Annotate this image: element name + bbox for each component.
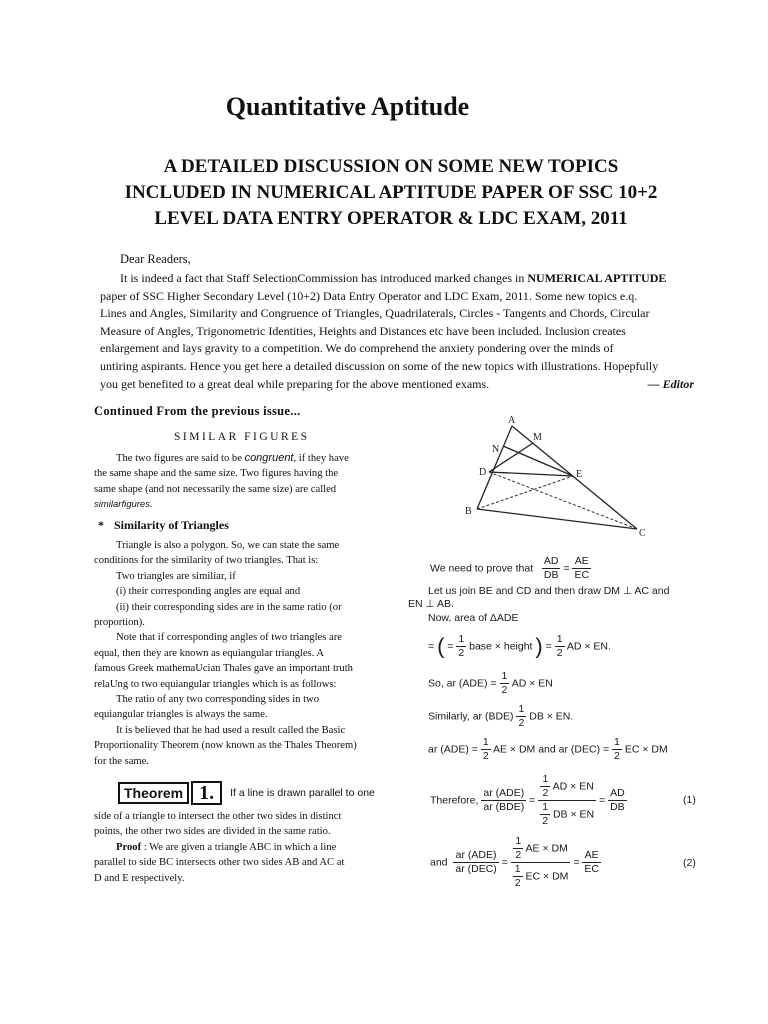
eq-text: So, ar (ADE) = — [428, 677, 497, 690]
frac-num: 1 — [515, 835, 522, 847]
frac-num: AD — [543, 555, 559, 567]
fraction-ae-ec — [572, 555, 591, 582]
para-line: The ratio of any two corresponding sides in two — [116, 694, 320, 706]
eq-text: Similarly, ar (BDE) — [428, 710, 514, 723]
proof-eq-similarly — [428, 703, 573, 730]
eq-text: and — [430, 856, 448, 869]
bullet-star: * — [98, 518, 104, 532]
eq-text: AE × DM — [525, 842, 568, 855]
eq-sign: = — [428, 640, 435, 653]
frac-num: AD — [610, 787, 625, 799]
frac-den: 2 — [556, 647, 563, 659]
frac-num: ar (ADE) — [483, 787, 525, 799]
frac-num: 1 — [614, 736, 620, 748]
eq-text: ar (ADE) = — [428, 743, 478, 756]
congruent-paragraph — [94, 451, 394, 513]
fraction-compound — [511, 835, 571, 890]
frac-den: ar (DEC) — [455, 863, 497, 875]
subtitle-line: A DETAILED DISCUSSION ON SOME NEW TOPICS — [163, 156, 619, 177]
eq-text: AD × EN — [511, 677, 553, 690]
article-subtitle — [86, 154, 696, 232]
proof-eq-so-ar — [428, 670, 553, 697]
vertex-label-n: N — [492, 444, 500, 455]
para-line: Proportionality Theorem (now known as the Thales Theorem) — [94, 740, 357, 752]
frac-num: ar (ADE) — [453, 849, 498, 863]
frac-den: 2 — [542, 815, 549, 827]
para-text: The two figures are said to be — [116, 453, 245, 464]
intro-line: paper of SSC Higher Secondary Level (10+2) Data Entry Operator and LDC Exam, 2011. Some new topics e.q. — [100, 288, 638, 303]
frac-num: 1 — [501, 670, 508, 682]
fraction-ad-db — [608, 787, 627, 814]
para-line: side of a triangle to intersect the other two sides in distinct — [94, 811, 342, 822]
intro-bold: NUMERICAL APTITUDE — [527, 271, 667, 285]
paren-close-icon: ) — [535, 633, 543, 659]
frac-den: EC — [574, 569, 590, 581]
intro-line — [100, 270, 698, 288]
fraction-half — [540, 801, 550, 828]
frac-den — [511, 863, 571, 890]
para-line: equiangular triangles is always the same. — [94, 709, 268, 721]
para-text: : We are given a triangle ABC in which a line — [141, 841, 337, 853]
proof-eq-ar-ade-dec — [428, 736, 668, 763]
fraction-half — [500, 670, 510, 697]
subtitle-line: LEVEL DATA ENTRY OPERATOR & LDC EXAM, 2011 — [154, 208, 628, 229]
frac-den: 2 — [614, 750, 620, 762]
para-line: relaUng to two equiangular triangles which is as follows: — [94, 678, 337, 690]
line-be — [477, 476, 573, 509]
proof-line-construction: Let us join BE and CD and then draw DM ⊥ AC and — [428, 585, 670, 597]
continued-note: Continued From the previous issue... — [94, 404, 301, 418]
line-de — [489, 472, 573, 476]
fraction-ar-ade-dec — [453, 849, 498, 876]
fraction-compound — [538, 773, 596, 828]
fraction-ar-ade-bde — [481, 787, 526, 814]
para-line: Note that if corresponding angles of two triangles are — [116, 632, 342, 644]
vertex-label-m: M — [533, 432, 542, 443]
para-line: It is believed that he had used a result called the Basic — [116, 724, 346, 736]
frac-den: 2 — [501, 684, 508, 696]
fraction-half — [513, 863, 523, 890]
editor-intro — [100, 270, 698, 393]
theorem-statement — [94, 809, 394, 886]
equation-number-1: (1) — [683, 794, 696, 806]
frac-den: 2 — [514, 877, 521, 889]
proof-line — [94, 840, 394, 855]
frac-num: 1 — [556, 633, 563, 645]
frac-num: 1 — [542, 773, 549, 785]
frac-den: ar (BDE) — [483, 801, 525, 813]
eq-text: base × height — [469, 640, 533, 653]
intro-text: It is indeed a fact that Staff SelectionCommission has introduced marked changes in — [120, 271, 528, 285]
para-line: proportion). — [94, 617, 145, 629]
eq-text: DB × EN — [552, 808, 595, 821]
theorem-label: Theorem — [118, 782, 189, 804]
triangle-figure — [455, 412, 675, 542]
para-line — [94, 451, 394, 466]
line-cd — [489, 472, 637, 529]
paren-open-icon: ( — [437, 633, 445, 659]
eq-text: EC × DM — [525, 870, 569, 883]
intro-text: you get benefited to a great deal while preparing for the above mentioned exams. — [100, 376, 490, 391]
similarity-paragraph — [94, 538, 394, 769]
frac-num: 1 — [518, 703, 525, 715]
term-congruent: congruent — [244, 452, 294, 464]
frac-den: 2 — [482, 750, 489, 762]
proof-eq-2: and $\frac{\text{ar (ADE)}}{\text{ar (DEC)}}$ = $\frac{1}{2}$ AE × DM $\frac{1}{2}$ EC × DM = $\frac{AE}{EC}$ — [430, 835, 599, 889]
intro-line: enlargement and lays gravity to a competition. We do comprehend the anxiety pondering over the minds of — [100, 341, 614, 356]
frac-num: AE — [582, 849, 601, 863]
frac-den: DB — [610, 801, 625, 813]
frac-den: EC — [584, 863, 599, 875]
fraction-ae-ec — [582, 849, 601, 876]
proof-text: We need to prove that — [430, 562, 534, 575]
eq-text: AD × EN. — [566, 640, 611, 653]
frac-den: 2 — [515, 849, 522, 861]
theorem-heading — [118, 781, 375, 805]
term-similar-figures: similarfigures. — [94, 499, 153, 511]
intro-line: untiring aspirants. Hence you get here a detailed discussion on some of the new topics with illustrations. Hopepfully — [100, 358, 659, 373]
proof-line: D and E respectively. — [94, 872, 185, 884]
proof-label: Proof — [116, 841, 142, 853]
proof-line: parallel to side BC intersects other two sides AB and AC at — [94, 857, 345, 869]
frac-num: 1 — [514, 863, 521, 875]
para-line: Triangle is also a polygon. So, we can state the same — [116, 540, 340, 551]
frac-num: 1 — [458, 633, 465, 645]
frac-num: 1 — [482, 736, 489, 748]
proof-eq-area-ade: = ( = $\frac{1}{2}$ base × height ) = $\frac{1}{2}$ AD × EN. — [428, 633, 611, 659]
proof-goal: We need to prove that $\frac{AD}{DB}$ = $\frac{AE}{EC}$ — [430, 555, 590, 581]
intro-line: Measure of Angles, Trigonometric Identities, Heights and Distances etc have been included. Inclusion creates — [100, 323, 626, 338]
fraction-half — [540, 773, 550, 800]
frac-den: DB — [543, 569, 559, 581]
frac-den: 2 — [542, 787, 549, 799]
side-bc — [477, 509, 637, 529]
editor-signature: — Editor — [647, 376, 694, 391]
fraction-half — [555, 633, 565, 660]
eq-text: AD × EN — [552, 780, 594, 793]
frac-num — [511, 835, 571, 863]
para-line: same shape (and not necessarily the same size) are called — [94, 483, 337, 495]
vertex-label-b: B — [465, 506, 472, 517]
vertex-label-c: C — [639, 528, 646, 539]
proof-eq-1: Therefore, $\frac{\text{ar (ADE)}}{\text{ar (BDE)}}$ = $\frac{1}{2}$ AD × EN $\frac{1}{2}$ DB × EN = $\frac{AD}{DB}$ — [430, 773, 625, 827]
proof-line-area: Now, area of ΔADE — [428, 612, 519, 624]
fraction-half — [456, 633, 466, 660]
frac-den — [538, 801, 596, 828]
side-ac — [512, 426, 637, 529]
page-title: Quantitative Aptitude — [225, 92, 470, 121]
line-en — [503, 446, 573, 476]
eq-text: EC × DM — [624, 743, 668, 756]
theorem-text: If a line is drawn parallel to one — [230, 786, 375, 799]
condition-line: (ii) their corresponding sides are in the same ratio (or — [116, 601, 342, 613]
para-line: equal, then they are known as equiangular triangles. A — [94, 647, 325, 659]
para-line: famous Greek mathemaUcian Thales gave an important truth — [94, 663, 353, 675]
intro-line — [100, 376, 698, 394]
section-heading-similarity-of-triangles — [98, 518, 229, 533]
frac-den: 2 — [458, 647, 465, 659]
fraction-half — [513, 835, 523, 862]
eq-text: Therefore, — [430, 794, 479, 807]
eq-text: AE × DM and ar (DEC) = — [493, 743, 610, 756]
subtitle-line: INCLUDED IN NUMERICAL APTITUDE PAPER OF SSC 10+2 — [124, 182, 658, 203]
section-heading-similar-figures: SIMILAR FIGURES — [174, 431, 310, 443]
heading-text: Similarity of Triangles — [114, 518, 229, 532]
para-line: conditions for the similarity of two triangles. That is: — [94, 555, 319, 567]
fraction-half — [612, 736, 622, 763]
fraction-ad-db — [542, 555, 561, 582]
fraction-half — [481, 736, 491, 763]
vertex-label-a: A — [508, 415, 516, 426]
frac-den: 2 — [518, 717, 525, 729]
para-line: points, the other two sides are divided in the same ratio. — [94, 826, 331, 838]
para-line: the same shape and the same size. Two figures having the — [94, 468, 339, 480]
condition-line: (i) their corresponding angles are equal and — [116, 586, 301, 598]
vertex-label-e: E — [576, 469, 583, 480]
frac-num: AE — [572, 555, 591, 569]
frac-num: 1 — [542, 801, 549, 813]
proof-line-construction-2: EN ⊥ AB. — [408, 598, 454, 610]
para-line: for the same. — [94, 755, 150, 767]
vertex-label-d: D — [479, 467, 487, 478]
theorem-number: 1. — [191, 781, 222, 805]
eq-text: DB × EN. — [529, 710, 574, 723]
condition-line: Two triangles are similiar, if — [116, 570, 236, 582]
frac-num — [538, 773, 596, 801]
intro-line: Lines and Angles, Similarity and Congruence of Triangles, Quadrilaterals, Circles - Tangents and Chords, Circular — [100, 306, 650, 321]
fraction-half — [516, 703, 526, 730]
greeting: Dear Readers, — [120, 252, 191, 266]
equation-number-2: (2) — [683, 857, 696, 869]
para-text: , if they have — [293, 453, 349, 464]
